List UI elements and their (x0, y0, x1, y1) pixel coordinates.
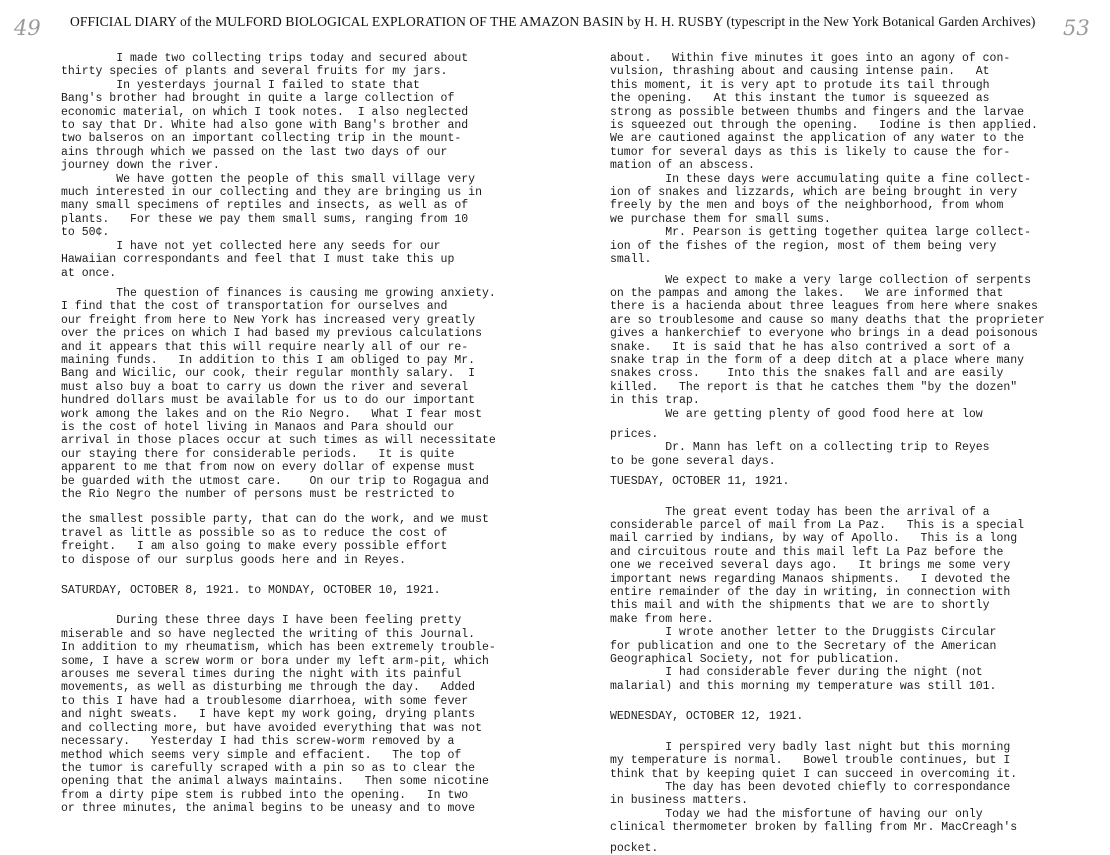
entry-dateline: SATURDAY, OCTOBER 8, 1921. to MONDAY, OCTOBER 10, 1921. (61, 584, 441, 598)
text-line: gives a hankerchief to everyone who brings in a dead poisonous (610, 327, 1038, 341)
text-line: I wrote another letter to the Druggists Circular (610, 626, 997, 640)
text-line: tumor for several days as this is likely to cause the for- (610, 145, 1011, 159)
text-line: miserable and so have neglected the writing of this Journal. (61, 627, 476, 641)
text-line: in this trap. (610, 394, 700, 408)
text-line: and night sweats. I have kept my work going, drying plants (61, 708, 476, 722)
text-line: freight. I am also going to make every possible effort (61, 540, 448, 554)
text-line: ion of snakes and lizzards, which are being brought in very (610, 186, 1018, 200)
text-line: be guarded with the utmost care. On our trip to Rogagua and (61, 474, 489, 488)
text-line: I perspired very badly last night but this morning (610, 740, 1011, 754)
text-line: vulsion, thrashing about and causing intense pain. At (610, 65, 990, 79)
text-line: In addition to my rheumatism, which has been extremely trouble- (61, 641, 496, 655)
left-page-column (61, 52, 531, 816)
text-line: and circuitous route and this mail left La Paz before the (610, 545, 1004, 559)
text-line: Dr. Mann has left on a collecting trip to Reyes (610, 441, 990, 455)
text-line: our staying there for considerable periods. It is quite (61, 447, 455, 461)
text-line: make from here. (610, 612, 714, 626)
text-line: The great event today has been the arrival of a (610, 505, 990, 519)
text-line: necessary. Yesterday I had this screw-worm removed by a (61, 735, 455, 749)
text-line: freely by the men and boys of the neighborhood, from whom (610, 199, 1004, 213)
text-line: one we received several days ago. It brings me some very (610, 559, 1011, 573)
text-line: from a dirty pipe stem is rubbed into the opening. In two (61, 788, 469, 802)
text-line: to say that Dr. White had also gone with Bang's brother and (61, 119, 469, 133)
text-line: malarial) and this morning my temperature was still 101. (610, 679, 997, 693)
text-line: and it appears that this will require nearly all of our re- (61, 340, 469, 354)
entry-dateline: WEDNESDAY, OCTOBER 12, 1921. (610, 710, 804, 724)
text-line: to 50¢. (61, 226, 110, 240)
text-line: this mail and with the shipments that we are to shortly (610, 599, 990, 613)
text-line: ains through which we passed on the last two days of our (61, 145, 448, 159)
text-line: snake. It is said that he has also contrived a sort of a (610, 340, 1011, 354)
text-line: hundred dollars must be available for us to do our important (61, 394, 476, 408)
text-line: or three minutes, the animal begins to be uneasy and to move (61, 802, 476, 816)
document-title: OFFICIAL DIARY of the MULFORD BIOLOGICAL EXPLORATION OF THE AMAZON BASIN by H. H. RUSBY (typescript in the New York Botanical Garden Archives) (70, 14, 1036, 29)
text-line: to this I have had a troublesome diarrhoea, with some fever (61, 694, 469, 708)
text-line: In yesterdays journal I failed to state that (61, 78, 420, 92)
text-line: small. (610, 253, 652, 267)
text-line: strong as possible between thumbs and fingers and the larvae (610, 105, 1025, 119)
text-line: work among the lakes and on the Rio Negro. What I fear most (61, 407, 482, 421)
text-line: arouses me several times during the night with its painful (61, 668, 462, 682)
text-line: movements, as well as disturbing me through the day. Added (61, 681, 476, 695)
right-page-column (610, 52, 1080, 855)
text-line: Bang's brother had brought in quite a large collection of (61, 92, 455, 106)
text-line: I have not yet collected here any seeds for our (61, 239, 441, 253)
text-line: entire remainder of the day in writing, in connection with (610, 586, 1011, 600)
text-line: pocket. (610, 841, 659, 855)
text-line: over the prices on which I had based my previous calculations (61, 327, 482, 341)
text-line: economic material, on which I took notes. I also neglected (61, 105, 469, 119)
text-line: plants. For these we pay them small sums, ranging from 10 (61, 212, 469, 226)
text-line: clinical thermometer broken by falling from Mr. MacCreagh's (610, 821, 1018, 835)
text-line: arrival in those places occur at such times as will necessitate (61, 434, 496, 448)
text-line: many small specimens of reptiles and insects, as well as of (61, 199, 469, 213)
text-line: there is a hacienda about three leagues from here where snakes (610, 300, 1038, 314)
text-line: snake trap in the form of a deep ditch at a place where many (610, 353, 1025, 367)
text-line: I had considerable fever during the night (not (610, 666, 983, 680)
text-line: the opening. At this instant the tumor is squeezed as (610, 92, 990, 106)
text-line: thirty species of plants and several fruits for my jars. (61, 65, 448, 79)
text-line: We are getting plenty of good food here at low (610, 407, 983, 421)
text-line: In these days were accumulating quite a fine collect- (610, 172, 1031, 186)
text-line: some, I have a screw worm or bora under my left arm-pit, which (61, 654, 489, 668)
text-line: considerable parcel of mail from La Paz. This is a special (610, 519, 1025, 532)
text-line: maining funds. In addition to this I am obliged to pay Mr. (61, 353, 476, 367)
text-line: method which seems very simple and effacient. The top of (61, 748, 462, 762)
text-line: During these three days I have been feeling pretty (61, 614, 462, 628)
text-line: The question of finances is causing me growing anxiety. (61, 286, 496, 300)
text-line: the smallest possible party, that can do the work, and we must (61, 513, 489, 527)
text-line: are so troublesome and cause so many deaths that the proprieter (610, 313, 1045, 327)
text-line: The day has been devoted chiefly to correspondance (610, 780, 1011, 794)
text-line: is the cost of hotel living in Manaos and Para should our (61, 420, 455, 434)
text-line: prices. (610, 427, 659, 441)
text-line: I find that the cost of transportation for ourselves and (61, 300, 448, 314)
text-line: the Rio Negro the number of persons must be restricted to (61, 488, 455, 501)
text-line: I made two collecting trips today and secured about (61, 52, 469, 65)
text-line: must also buy a boat to carry us down the river and several (61, 380, 469, 394)
text-line: We expect to make a very large collection of serpents (610, 273, 1031, 287)
page-number-right: 53 (1063, 16, 1090, 40)
text-line: We have gotten the people of this small village very (61, 172, 476, 186)
text-line: killed. The report is that he catches them "by the dozen" (610, 380, 1018, 394)
text-line: to be gone several days. (610, 454, 776, 468)
text-line: apparent to me that from now on every dollar of expense must (61, 461, 476, 475)
text-line: snakes cross. Into this the snakes fall and are easily (610, 367, 1004, 381)
text-line: mation of an abscess. (610, 159, 755, 173)
text-line: in business matters. (610, 794, 749, 808)
text-line: travel as little as possible so as to reduce the cost of (61, 526, 448, 540)
text-line: on the pampas and among the lakes. We are informed that (610, 286, 1004, 300)
text-line: to dispose of our surplus goods here and in Reyes. (61, 553, 407, 567)
text-line: ion of the fishes of the region, most of them being very (610, 239, 997, 253)
text-line: the tumor is carefully scraped with a pin so as to clear the (61, 761, 476, 775)
text-line: at once. (61, 266, 117, 280)
entry-dateline: TUESDAY, OCTOBER 11, 1921. (610, 475, 790, 489)
text-line: Bang and Wicilic, our cook, their regular monthly salary. I (61, 367, 476, 381)
page-number-left: 49 (14, 16, 41, 40)
text-line: Hawaiian correspondants and feel that I must take this up (61, 253, 455, 267)
text-line: much interested in our collecting and they are bringing us in (61, 186, 482, 200)
text-line: important news regarding Manaos shipments. I devoted the (610, 572, 1011, 586)
text-line: two balseros on an important collecting trip in the mount- (61, 132, 462, 146)
text-line: about. Within five minutes it goes into an agony of con- (610, 52, 1011, 65)
text-line: our freight from here to New York has increased very greatly (61, 313, 476, 327)
text-line: opening that the animal always maintains. Then some nicotine (61, 775, 489, 789)
text-line: is squeezed out through the opening. Iodine is then applied. (610, 119, 1038, 133)
text-line: and collecting more, but have avoided everything that was not (61, 721, 482, 735)
text-line: we purchase them for small sums. (610, 212, 831, 226)
text-line: for publication and one to the Secretary of the American (610, 639, 997, 653)
text-line: mail carried by indians, by way of Apollo. This is a long (610, 532, 1018, 546)
text-line: my temperature is normal. Bowel trouble continues, but I (610, 754, 1011, 768)
text-line: We are cautioned against the application of any water to the (610, 132, 1025, 146)
text-line: Mr. Pearson is getting together quitea large collect- (610, 226, 1031, 240)
text-line: Today we had the misfortune of having our only (610, 807, 983, 821)
text-line: journey down the river. (61, 159, 220, 173)
page-header (0, 10, 1110, 40)
text-line: this moment, it is very apt to protude its tail through (610, 78, 990, 92)
text-line: Geographical Society, not for publication. (610, 653, 900, 667)
text-line: think that by keeping quiet I can succeed in overcoming it. (610, 767, 1018, 781)
